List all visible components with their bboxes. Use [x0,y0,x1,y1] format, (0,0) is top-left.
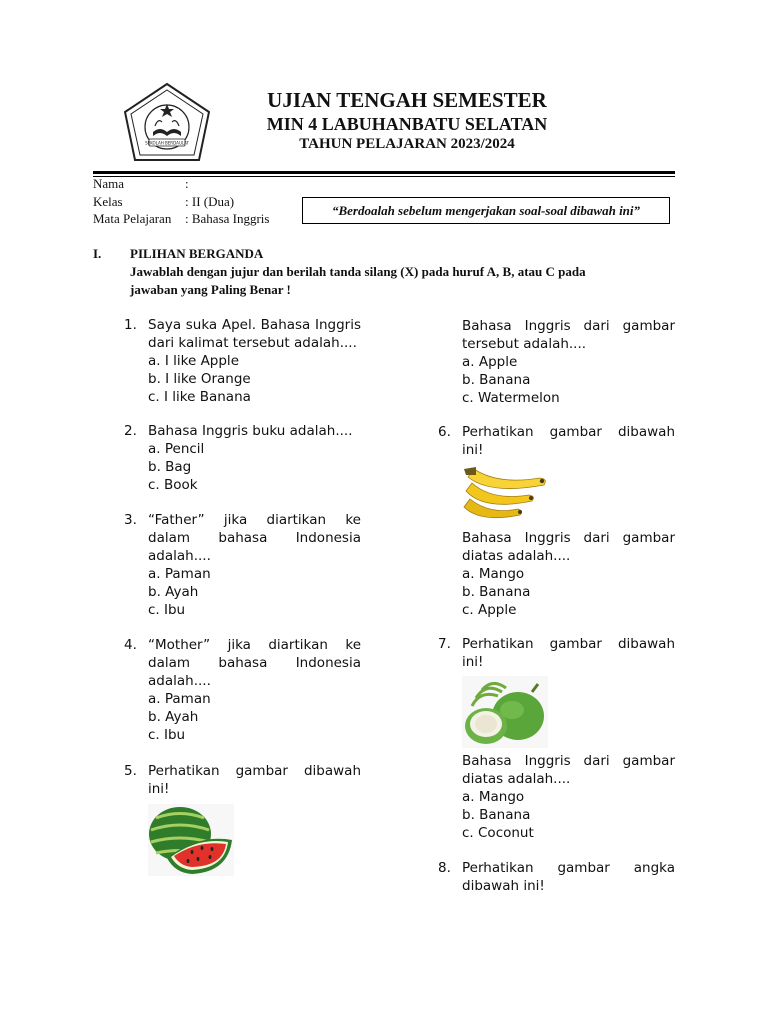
svg-text:SEKOLAH BERDAULAT: SEKOLAH BERDAULAT [145,140,189,146]
mapel-label: Mata Pelajaran [93,211,172,226]
question-number: 5. [124,763,137,779]
question-number: 2. [124,423,137,439]
nama-label: Nama [93,176,125,191]
option-c[interactable]: c. Book [148,477,198,493]
prayer-reminder-box [302,197,670,224]
question-column-right [438,317,675,895]
question-text: “Father” jika diartikan ke dalam bahasa Indonesia adalah.... [148,512,361,564]
question-5-continued [462,317,675,407]
coconut-picture [462,676,548,748]
option-b[interactable]: b. Banana [462,584,531,600]
kelas-label: Kelas [93,194,123,209]
question-3 [124,511,361,619]
school-name: MIN 4 LABUHANBATU SELATAN [266,114,548,134]
option-b[interactable]: b. Banana [462,807,531,823]
option-a[interactable]: a. Paman [148,566,211,582]
question-number: 4. [124,637,137,653]
option-a[interactable]: a. Mango [462,789,525,805]
section-number: I. [93,246,102,261]
option-c[interactable]: c. Ibu [148,727,186,743]
question-text: Perhatikan gambar dibawah ini! [462,636,675,670]
question-text: Bahasa Inggris dari gambar diatas adalah.... [462,530,675,564]
question-text: Perhatikan gambar dibawah ini! [148,763,361,797]
question-6 [438,423,675,619]
option-c[interactable]: c. Watermelon [462,390,560,406]
question-number: 1. [124,317,137,333]
option-b[interactable]: b. Ayah [148,584,199,600]
option-b[interactable]: b. I like Orange [148,371,251,387]
option-a[interactable]: a. Pencil [148,441,205,457]
question-text: Perhatikan gambar angka dibawah ini! [462,860,675,894]
nama-field[interactable]: : [185,176,189,191]
option-b[interactable]: b. Bag [148,459,192,475]
option-a[interactable]: a. Mango [462,566,525,582]
kelas-value: : II (Dua) [185,194,235,209]
question-number: 8. [438,860,451,876]
exam-title: UJIAN TENGAH SEMESTER [267,88,547,112]
option-b[interactable]: b. Ayah [148,709,199,725]
option-a[interactable]: a. Paman [148,691,211,707]
watermelon-picture [148,804,234,876]
question-2 [124,422,361,494]
section-instruction: Jawablah dengan jujur dan berilah tanda silang (X) pada huruf A, B, atau C pada jawaban yang Paling Benar ! [130,264,586,297]
section-title: PILIHAN BERGANDA [130,246,264,261]
option-c[interactable]: c. Coconut [462,825,534,841]
question-text: Perhatikan gambar dibawah ini! [462,424,675,458]
question-text: Bahasa Inggris dari gambar tersebut adalah.... [462,318,675,352]
question-number: 6. [438,424,451,440]
question-1 [124,316,361,406]
question-text: Saya suka Apel. Bahasa Inggris dari kalimat tersebut adalah.... [148,317,361,351]
option-c[interactable]: c. I like Banana [148,389,251,405]
option-c[interactable]: c. Ibu [148,602,186,618]
prayer-reminder-text: “Berdoalah sebelum mengerjakan soal-soal dibawah ini” [331,202,641,218]
question-8 [438,859,675,895]
question-4 [124,636,361,744]
option-c[interactable]: c. Apple [462,602,517,618]
question-number: 3. [124,512,137,528]
question-text: Bahasa Inggris buku adalah.... [148,423,353,439]
question-7 [438,635,675,842]
option-b[interactable]: b. Banana [462,372,531,388]
question-text: “Mother” jika diartikan ke dalam bahasa Indonesia adalah.... [148,637,361,689]
header-divider [93,171,675,174]
school-emblem-icon [122,82,212,164]
mapel-value: : Bahasa Inggris [185,211,270,226]
academic-year: TAHUN PELAJARAN 2023/2024 [299,136,515,152]
question-text: Bahasa Inggris dari gambar diatas adalah.... [462,753,675,787]
option-a[interactable]: a. I like Apple [148,353,239,369]
question-number: 7. [438,636,451,652]
option-a[interactable]: a. Apple [462,354,518,370]
banana-picture [462,463,548,523]
question-5 [124,762,361,876]
question-column-left [124,316,361,876]
